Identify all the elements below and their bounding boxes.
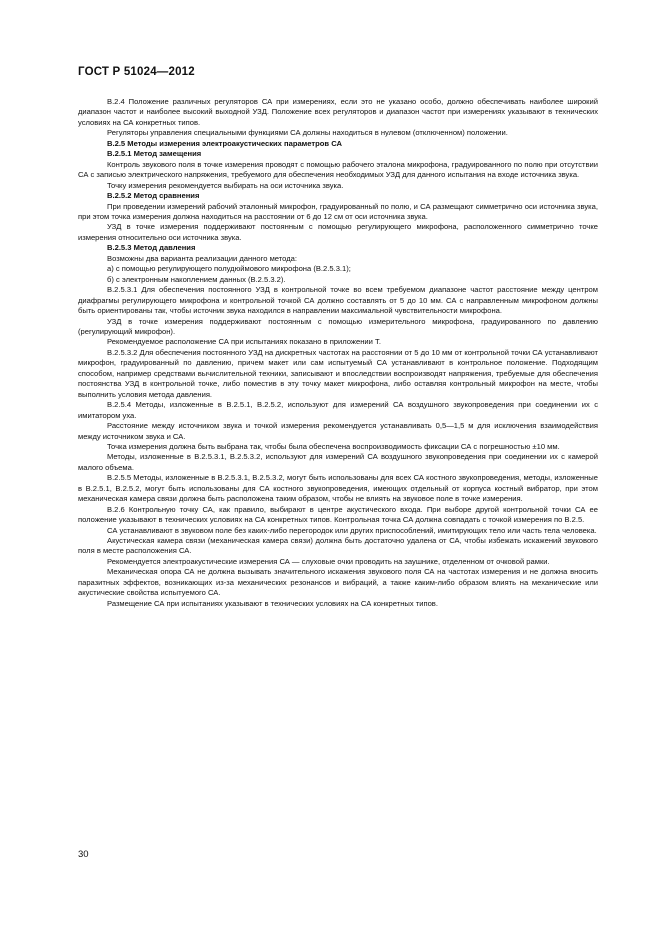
paragraph: Рекомендуемое расположение СА при испытаниях показано в приложении Т. xyxy=(107,337,381,347)
section-heading: В.2.5.3 Метод давления xyxy=(107,243,196,253)
paragraph: УЗД в точке измерения поддерживают постоянным с помощью регулирующего микрофона, расположенного симметрично точке измерения относительно оси источника звука. xyxy=(78,222,598,242)
paragraph: б) с электронным накоплением данных (В.2.5.3.2). xyxy=(107,274,286,284)
section-heading: В.2.5.1 Метод замещения xyxy=(107,149,202,159)
paragraph: В.2.5.3.2 Для обеспечения постоянного УЗД на дискретных частотах на расстоянии от 5 до 10 мм от контрольной точки СА устанавливают микрофон, градуированный по давлению, причем макет или сам испытуемый СА устанавливают в контрольное положение. Подходящим способом, например средствами вычислительной техники, записывают и впоследствии воспроизводят напряжения, требуемые для обеспечения постоянства УЗД в контрольной точке, либо поместив в эту точку макет микрофона, либо оставляя контрольный микрофон на месте, чтобы выполнить условия метода давления. xyxy=(78,347,598,399)
paragraph: Контроль звукового поля в точке измерения проводят с помощью рабочего эталона микрофона, градуированного по полю при отсутствии СА с записью электрического напряжения, требуемого для обеспечения необходимых УЗД для данного испытания на входе источника звука. xyxy=(78,159,598,180)
paragraph: СА устанавливают в звуковом поле без каких-либо перегородок или других приспособлений, имитирующих тело или часть тела человека. xyxy=(107,525,597,535)
paragraph: В.2.6 Контрольную точку СА, как правило, выбирают в центре акустического входа. При выборе другой контрольной точки СА ее положение указывают в технических условиях на СА конкретных типов. Контрольная точка СА должна совпадать с точкой измерения по В.2.5. xyxy=(78,504,598,525)
paragraph: Расстояние между источником звука и точкой измерения рекомендуется устанавливать 0,5—1,5 м для исключения взаимодействия между источником звука и СА. xyxy=(78,421,598,441)
paragraph: Точку измерения рекомендуется выбирать на оси источника звука. xyxy=(107,180,344,190)
section-heading: В.2.5.2 Метод сравнения xyxy=(107,191,200,201)
page-number: 30 xyxy=(78,849,89,860)
paragraph: Механическая опора СА не должна вызывать значительного искажения звукового поля СА на частотах измерения и не должна вносить паразитных эффектов, возникающих из-за механических резонансов и вибраций, а также каким-либо образом влиять на механические или акустические свойства испытуемого СА. xyxy=(78,567,598,598)
paragraph: В.2.4 Положение различных регуляторов СА при измерениях, если это не указано особо, должно обеспечивать наиболее широкий диапазон частот и наиболее высокий выходной УЗД. Положение всех регуляторов и диапазон частот при измерениях указывают в технических условиях на СА конкретных типов. xyxy=(78,97,598,127)
paragraph: Возможны два варианта реализации данного метода: xyxy=(107,253,297,263)
paragraph: В.2.5.5 Методы, изложенные в В.2.5.3.1, В.2.5.3.2, могут быть использованы для всех СА костного звукопроведения, методы, изложенные в В.2.5.1, В.2.5.2, могут быть использованы для СА костного звукопроведения, имеющих отдельный от корпуса костный вибратор, при этом механическая камера связи должна быть расположена таким образом, чтобы не влиять на звуковое поле в точке измерения. xyxy=(78,473,598,504)
paragraph: Регуляторы управления специальными функциями СА должны находиться в нулевом (отключенном) положении. xyxy=(107,128,508,138)
paragraph: В.2.5.3.1 Для обеспечения постоянного УЗД в контрольной точке во всем требуемом диапазоне частот расстояние между центром диафрагмы регулирующего микрофона и контрольной точкой СА должно составлять от 5 до 10 мм. СА с направленным микрофоном должны быть ориентированы так, чтобы источник звука находился в направлении максимальной чувствительности микрофона. xyxy=(78,285,598,316)
paragraph: Точка измерения должна быть выбрана так, чтобы была обеспечена воспроизводимость фиксации СА с погрешностью ±10 мм. xyxy=(107,441,560,451)
paragraph: В.2.5.4 Методы, изложенные в В.2.5.1, В.2.5.2, используют для измерений СА воздушного звукопроведения при соединении их с имитатором уха. xyxy=(78,400,598,420)
document-body xyxy=(78,97,598,609)
paragraph: а) с помощью регулирующего полудюймового микрофона (В.2.5.3.1); xyxy=(107,264,351,274)
paragraph: Рекомендуется электроакустические измерения СА — слуховые очки проводить на заушнике, отделенном от очковой рамки. xyxy=(107,556,550,566)
paragraph: Акустическая камера связи (механическая камера связи) должна быть достаточно удалена от СА, чтобы избежать искажений звукового поля в месте расположения СА. xyxy=(78,536,598,556)
paragraph: Методы, изложенные в В.2.5.3.1, В.2.5.3.2, используют для измерений СА воздушного звукопроведения при соединении их с камерой малого объема. xyxy=(78,452,598,472)
paragraph: Размещение СА при испытаниях указывают в технических условиях на СА конкретных типов. xyxy=(107,598,438,608)
paragraph: При проведении измерений рабочий эталонный микрофон, градуированный по полю, и СА размещают симметрично оси источника звука, при этом точка измерения должна находиться на расстоянии от 6 до 12 см от оси источника звука. xyxy=(78,201,598,221)
paragraph: УЗД в точке измерения поддерживают постоянным с помощью измерительного микрофона, градуированного по давлению (регулирующий микрофон). xyxy=(78,316,598,336)
document-header: ГОСТ Р 51024—2012 xyxy=(78,66,195,78)
section-heading: В.2.5 Методы измерения электроакустических параметров СА xyxy=(107,138,342,148)
